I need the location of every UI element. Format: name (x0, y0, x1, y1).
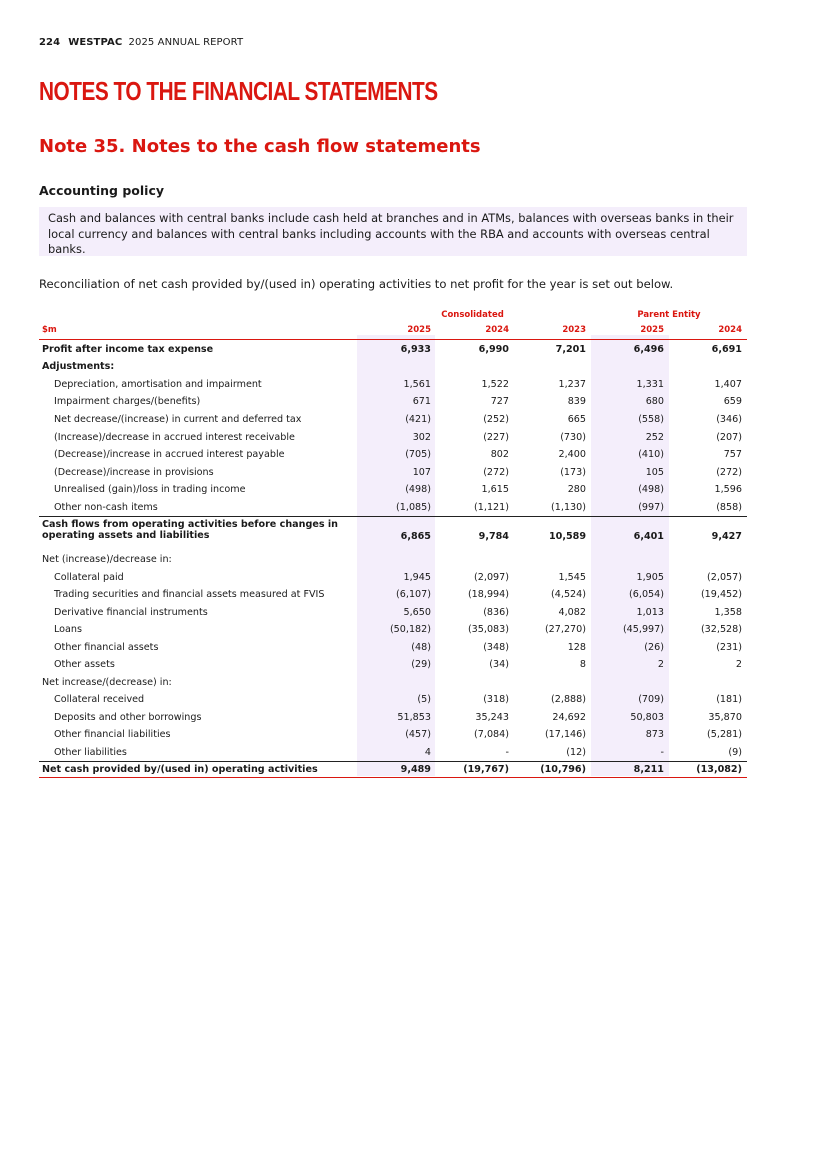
cell-value: (227) (483, 432, 509, 443)
subtotal-rule (39, 516, 747, 517)
cell-value: (421) (405, 414, 431, 425)
row-label: Profit after income tax expense (42, 344, 214, 355)
cell-value: 107 (412, 467, 431, 478)
cell-value: 1,358 (714, 607, 742, 618)
group-header-consolidated: Consolidated (441, 310, 504, 320)
cell-value: 4,082 (558, 607, 586, 618)
cell-value: 671 (412, 396, 431, 407)
cell-value: - (660, 747, 664, 758)
cell-value: 2 (735, 659, 742, 670)
report-name: 2025 ANNUAL REPORT (128, 37, 244, 48)
row-label: Adjustments: (42, 361, 115, 372)
cell-value: 6,401 (633, 531, 664, 542)
cell-value: 1,013 (636, 607, 664, 618)
cell-value: 757 (723, 449, 742, 460)
cell-value: 2,400 (558, 449, 586, 460)
cell-value: (318) (483, 694, 509, 705)
cell-value: (348) (483, 642, 509, 653)
row-label: (Decrease)/increase in accrued interest payable (54, 449, 285, 460)
cell-value: 659 (723, 396, 742, 407)
cell-value: (836) (483, 607, 509, 618)
cell-value: 8 (579, 659, 586, 670)
row-label-line: operating assets and liabilities (42, 530, 210, 541)
row-label: Net decrease/(increase) in current and deferred tax (54, 414, 302, 425)
cell-value: (730) (560, 432, 586, 443)
cell-value: 802 (490, 449, 509, 460)
row-label: Collateral received (54, 694, 145, 705)
row-label (42, 519, 338, 541)
cell-value: 280 (567, 484, 586, 495)
row-label: (Decrease)/increase in provisions (54, 467, 214, 478)
cell-value: - (505, 747, 509, 758)
cell-value: 680 (645, 396, 664, 407)
row-label: Loans (54, 624, 83, 635)
cell-value: 727 (490, 396, 509, 407)
cell-value: (19,452) (700, 589, 742, 600)
cell-value: 35,243 (475, 712, 509, 723)
column-header-year: 2023 (562, 325, 586, 335)
cell-value: 252 (645, 432, 664, 443)
cell-value: 839 (567, 396, 586, 407)
cell-value: (252) (483, 414, 509, 425)
cell-value: (346) (716, 414, 742, 425)
row-label: Net increase/(decrease) in: (42, 677, 172, 688)
row-label: Derivative financial instruments (54, 607, 208, 618)
cell-value: (709) (638, 694, 664, 705)
column-header-year: 2024 (485, 325, 509, 335)
cell-value: 1,596 (714, 484, 742, 495)
cell-value: 2 (657, 659, 664, 670)
intro-text: Reconciliation of net cash provided by/(used in) operating activities to net profit for the year is set out below. (39, 277, 674, 291)
cell-value: (48) (411, 642, 431, 653)
cell-value: 1,237 (558, 379, 586, 390)
cell-value: (997) (638, 502, 664, 513)
cell-value: (18,994) (467, 589, 509, 600)
cell-value: 9,427 (711, 531, 742, 542)
cell-value: (50,182) (389, 624, 431, 635)
cell-value: (1,085) (396, 502, 431, 513)
policy-text: Cash and balances with central banks include cash held at branches and in ATMs, balances with overseas banks in their local currency and balances with central banks including accounts with the RBA and accounts with overseas central banks. (48, 211, 734, 256)
row-label-line: Cash flows from operating activities before changes in (42, 519, 339, 530)
total-rule-bottom (39, 777, 747, 778)
cell-value: (2,057) (707, 572, 742, 583)
cell-value: 50,803 (630, 712, 664, 723)
cell-value: (17,146) (544, 729, 586, 740)
cell-value: 10,589 (548, 531, 586, 542)
cell-value: (2,097) (474, 572, 509, 583)
cell-value: (45,997) (622, 624, 664, 635)
cell-value: (272) (716, 467, 742, 478)
cell-value: (7,084) (474, 729, 509, 740)
cell-value: (5,281) (707, 729, 742, 740)
cell-value: 105 (645, 467, 664, 478)
cell-value: 51,853 (397, 712, 431, 723)
cell-value: 1,407 (714, 379, 742, 390)
cell-value: (35,083) (467, 624, 509, 635)
cell-value: 302 (412, 432, 431, 443)
cell-value: 873 (645, 729, 664, 740)
row-label: Other financial liabilities (54, 729, 171, 740)
cell-value: (27,270) (544, 624, 586, 635)
cell-value: (1,130) (551, 502, 586, 513)
cell-value: (1,121) (474, 502, 509, 513)
cell-value: 1,522 (481, 379, 509, 390)
running-header (39, 37, 243, 48)
cell-value: 1,615 (481, 484, 509, 495)
row-label: Depreciation, amortisation and impairment (54, 379, 262, 390)
cell-value: 6,865 (400, 531, 431, 542)
section-title: NOTES TO THE FINANCIAL STATEMENTS (39, 76, 438, 106)
row-label: Deposits and other borrowings (54, 712, 202, 723)
brand-name: WESTPAC (68, 37, 123, 48)
cell-value: (2,888) (551, 694, 586, 705)
cell-value: 9,489 (400, 764, 431, 775)
row-label: (Increase)/decrease in accrued interest receivable (54, 432, 295, 443)
page-number: 224 (39, 37, 61, 48)
cell-value: 5,650 (403, 607, 431, 618)
cell-value: 4 (424, 747, 431, 758)
cell-value: 6,990 (478, 344, 509, 355)
cell-value: 35,870 (708, 712, 742, 723)
cell-value: (858) (716, 502, 742, 513)
cell-value: 1,561 (403, 379, 431, 390)
cell-value: (5) (417, 694, 431, 705)
unit-label: $m (42, 325, 57, 335)
cell-value: 1,905 (636, 572, 664, 583)
column-header-year: 2025 (640, 325, 664, 335)
total-rule-top (39, 761, 747, 762)
cell-value: (181) (716, 694, 742, 705)
cell-value: (13,082) (696, 764, 742, 775)
cell-value: (173) (560, 467, 586, 478)
cell-value: (12) (566, 747, 586, 758)
cell-value: (10,796) (540, 764, 586, 775)
cell-value: (4,524) (551, 589, 586, 600)
cell-value: (558) (638, 414, 664, 425)
cell-value: (6,107) (396, 589, 431, 600)
cell-value: (410) (638, 449, 664, 460)
cell-value: 6,933 (400, 344, 431, 355)
cell-value: (498) (638, 484, 664, 495)
policy-box (39, 207, 747, 256)
row-label: Other financial assets (54, 642, 159, 653)
cell-value: (207) (716, 432, 742, 443)
group-header-parent-entity: Parent Entity (637, 310, 701, 320)
cell-value: 1,545 (558, 572, 586, 583)
row-label: Unrealised (gain)/loss in trading income (54, 484, 246, 495)
cell-value: (29) (411, 659, 431, 670)
cell-value: 6,691 (711, 344, 742, 355)
row-label: Net cash provided by/(used in) operating activities (42, 764, 318, 775)
row-label: Collateral paid (54, 572, 124, 583)
cell-value: (231) (716, 642, 742, 653)
column-header-year: 2025 (407, 325, 431, 335)
row-label: Trading securities and financial assets measured at FVIS (54, 589, 325, 600)
cell-value: (457) (405, 729, 431, 740)
note-title: Note 35. Notes to the cash flow statements (39, 136, 481, 157)
row-label: Other non-cash items (54, 502, 158, 513)
policy-heading: Accounting policy (39, 183, 164, 198)
header-rule (39, 339, 747, 340)
cell-value: (9) (728, 747, 742, 758)
cell-value: 8,211 (633, 764, 664, 775)
cell-value: (19,767) (463, 764, 509, 775)
cell-value: (34) (489, 659, 509, 670)
cell-value: (705) (405, 449, 431, 460)
cell-value: (498) (405, 484, 431, 495)
row-label: Net (increase)/decrease in: (42, 554, 172, 565)
row-label: Impairment charges/(benefits) (54, 396, 201, 407)
cell-value: 1,945 (403, 572, 431, 583)
cell-value: 665 (567, 414, 586, 425)
cell-value: (272) (483, 467, 509, 478)
row-label: Other liabilities (54, 747, 127, 758)
cell-value: 128 (567, 642, 586, 653)
cell-value: (32,528) (700, 624, 742, 635)
cell-value: (26) (644, 642, 664, 653)
cell-value: 7,201 (555, 344, 586, 355)
cell-value: 1,331 (636, 379, 664, 390)
column-header-year: 2024 (718, 325, 742, 335)
cell-value: 6,496 (633, 344, 664, 355)
row-label: Other assets (54, 659, 115, 670)
cell-value: 9,784 (478, 531, 509, 542)
cell-value: 24,692 (552, 712, 586, 723)
cell-value: (6,054) (629, 589, 664, 600)
